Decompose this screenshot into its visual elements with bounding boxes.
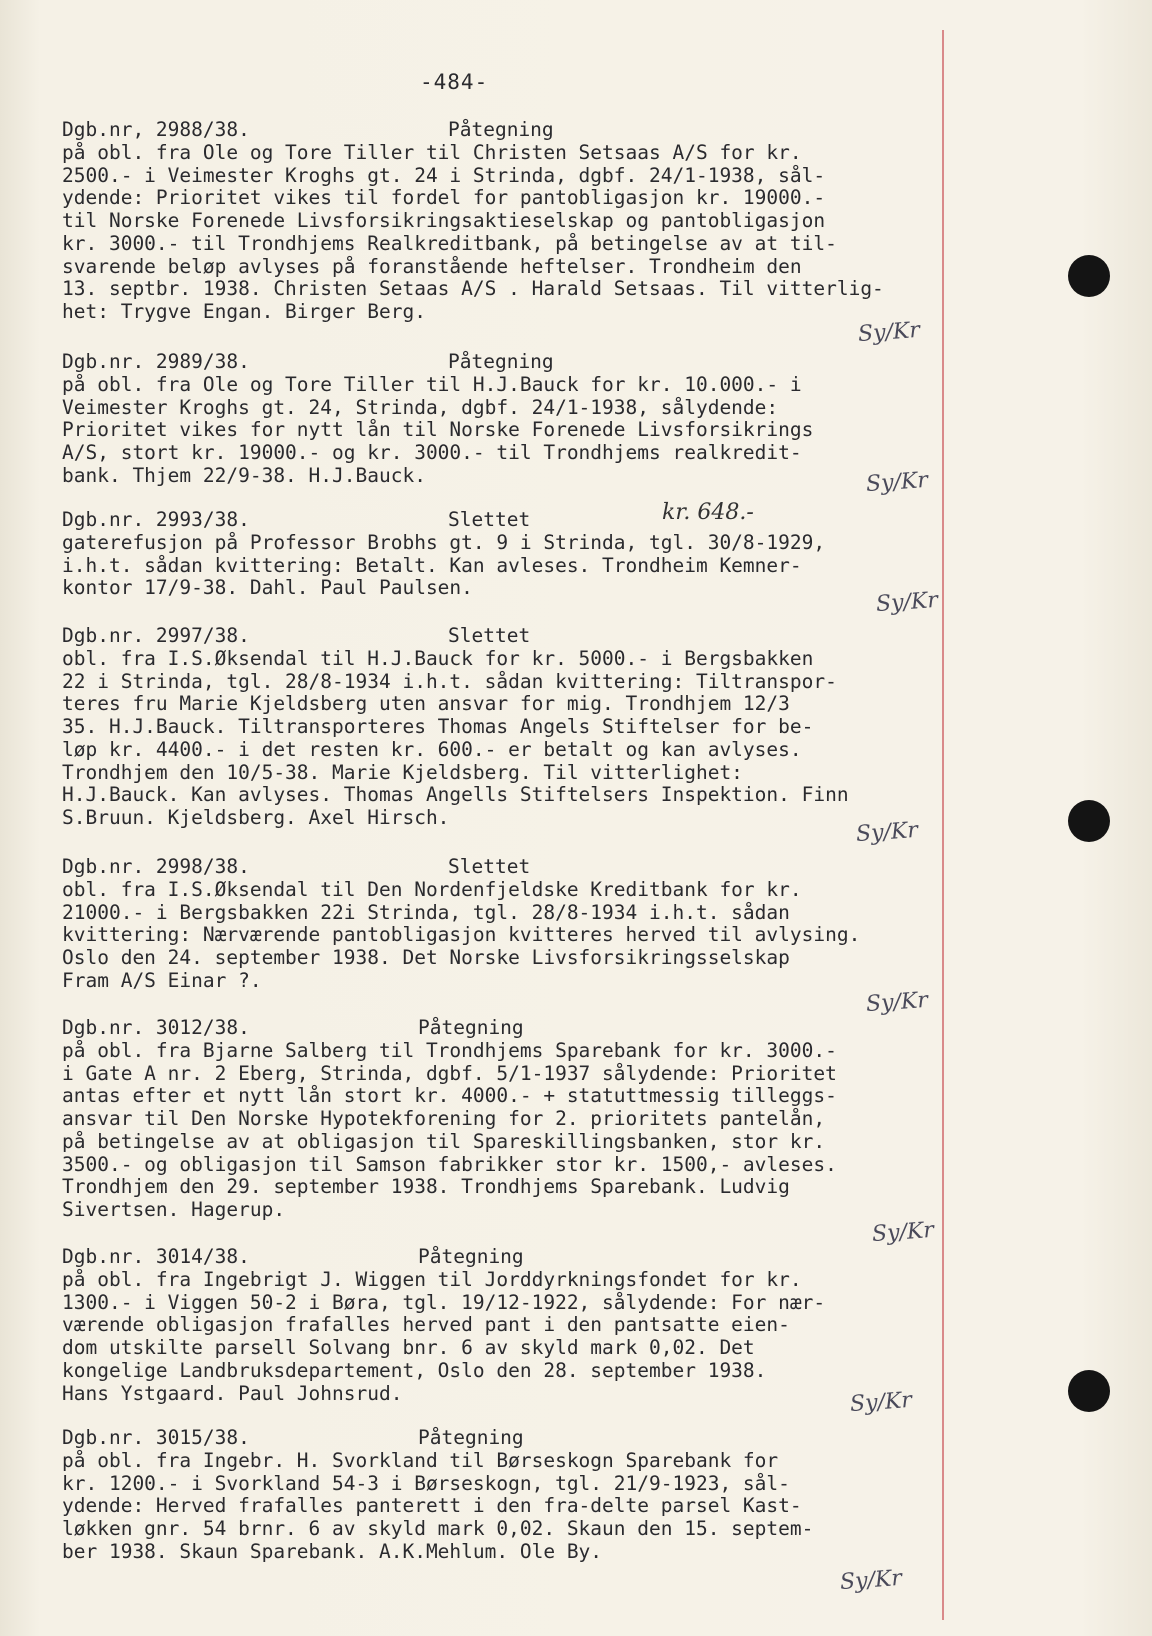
- entry-line: H.J.Bauck. Kan avlyses. Thomas Angells Stiftelsers Inspektion. Finn: [62, 783, 849, 807]
- entry-line: 13. septbr. 1938. Christen Setaas A/S . Harald Setsaas. Til vitterlig-: [62, 277, 884, 301]
- ledger-entry: [62, 508, 1012, 600]
- entry-line: ydende: Prioritet vikes til fordel for pantobligasjon kr. 19000.-: [62, 186, 826, 210]
- entry-type: Påtegning: [418, 1245, 524, 1268]
- entry-line: 22 i Strinda, tgl. 28/8-1934 i.h.t. sådan kvittering: Tiltranspor-: [62, 669, 837, 693]
- entry-line: i.h.t. sådan kvittering: Betalt. Kan avleses. Trondheim Kemner-: [62, 553, 802, 577]
- entry-line: obl. fra I.S.Øksendal til Den Nordenfjeldske Kreditbank for kr.: [62, 878, 802, 901]
- entry-number: Dgb.nr. 2998/38.: [62, 855, 250, 878]
- punch-hole-icon: [1068, 1370, 1110, 1412]
- entry-number: Dgb.nr. 3014/38.: [62, 1245, 250, 1268]
- handwritten-initials: Sy/Kr: [839, 1565, 903, 1596]
- handwritten-initials: Sy/Kr: [857, 317, 921, 348]
- entry-type: Påtegning: [418, 1426, 524, 1449]
- entry-type: Slettet: [448, 855, 531, 878]
- ledger-entry: [62, 118, 1012, 324]
- handwritten-initials: Sy/Kr: [855, 817, 919, 848]
- entry-body: [62, 879, 1012, 993]
- handwritten-initials: Sy/Kr: [865, 987, 929, 1018]
- punch-hole-icon: [1068, 800, 1110, 842]
- handwritten-initials: Sy/Kr: [865, 467, 929, 498]
- entry-line: på obl. fra Bjarne Salberg til Trondhjems Sparebank for kr. 3000.-: [62, 1039, 837, 1062]
- entry-line: Sivertsen. Hagerup.: [62, 1197, 286, 1221]
- entry-line: 3500.- og obligasjon til Samson fabrikker stor kr. 1500,- avleses.: [62, 1152, 837, 1176]
- entry-line: teres fru Marie Kjeldsberg uten ansvar for mig. Trondhjem 12/3: [62, 692, 790, 716]
- entry-line: Trondhjem den 29. september 1938. Trondhjems Sparebank. Ludvig: [62, 1175, 790, 1199]
- entry-line: på obl. fra Ingebrigt J. Wiggen til Jorddyrkningsfondet for kr.: [62, 1268, 802, 1291]
- ledger-entry: [62, 1426, 1012, 1564]
- entry-type: Påtegning: [448, 118, 554, 141]
- entry-body: [62, 142, 1012, 324]
- entry-body: [62, 1269, 1012, 1405]
- entry-line: ber 1938. Skaun Sparebank. A.K.Mehlum. Ole By.: [62, 1539, 603, 1563]
- entry-header: [62, 508, 1012, 532]
- entry-line: på betingelse av at obligasjon til Spareskillingsbanken, stor kr.: [62, 1129, 826, 1153]
- entry-line: S.Bruun. Kjeldsberg. Axel Hirsch.: [62, 805, 450, 829]
- entry-line: kongelige Landbruksdepartement, Oslo den 28. september 1938.: [62, 1358, 767, 1382]
- entry-line: Oslo den 24. september 1938. Det Norske Livsforsikringsselskap: [62, 946, 790, 970]
- entry-line: 2500.- i Veimester Kroghs gt. 24 i Strinda, dgbf. 24/1-1938, sål-: [62, 163, 826, 187]
- entry-body: [62, 1040, 1012, 1222]
- entry-header: [62, 1426, 1012, 1450]
- entry-type: Påtegning: [418, 1016, 524, 1039]
- entry-type: Påtegning: [448, 350, 554, 373]
- page-number: -484-: [420, 70, 489, 94]
- entry-number: Dgb.nr. 2997/38.: [62, 624, 250, 647]
- entry-line: på obl. fra Ole og Tore Tiller til Christen Setsaas A/S for kr.: [62, 141, 802, 164]
- entry-line: Hans Ystgaard. Paul Johnsrud.: [62, 1381, 403, 1405]
- ledger-entry: [62, 350, 1012, 488]
- entry-type: Slettet: [448, 508, 531, 531]
- entry-header: [62, 118, 1012, 142]
- entry-header: [62, 855, 1012, 879]
- entry-line: bank. Thjem 22/9-38. H.J.Bauck.: [62, 463, 426, 487]
- entry-body: [62, 1450, 1012, 1564]
- entry-header: [62, 624, 1012, 648]
- entry-header: [62, 350, 1012, 374]
- ledger-entry: [62, 855, 1012, 993]
- entry-number: Dgb.nr, 2988/38.: [62, 118, 250, 141]
- entry-number: Dgb.nr. 3015/38.: [62, 1426, 250, 1449]
- entry-line: svarende beløp avlyses på foranstående heftelser. Trondheim den: [62, 254, 802, 278]
- entry-line: dom utskilte parsell Solvang bnr. 6 av skyld mark 0,02. Det: [62, 1336, 755, 1360]
- punch-hole-icon: [1068, 255, 1110, 297]
- entry-body: [62, 374, 1012, 488]
- entry-line: kvittering: Nærværende pantobligasjon kvitteres herved til avlysing.: [62, 923, 861, 947]
- entry-line: Trondhjem den 10/5-38. Marie Kjeldsberg. Til vitterlighet:: [62, 760, 743, 784]
- entry-line: løp kr. 4400.- i det resten kr. 600.- er betalt og kan avlyses.: [62, 737, 802, 761]
- entry-line: Fram A/S Einar ?.: [62, 968, 262, 992]
- entry-body: [62, 532, 1012, 600]
- entry-line: Veimester Kroghs gt. 24, Strinda, dgbf. 24/1-1938, sålydende:: [62, 395, 779, 419]
- entry-line: A/S, stort kr. 19000.- og kr. 3000.- til Trondhjems realkredit-: [62, 441, 802, 465]
- ledger-entry: [62, 624, 1012, 830]
- entry-line: på obl. fra Ingebr. H. Svorkland til Børseskogn Sparebank for: [62, 1449, 779, 1472]
- entry-header: [62, 1016, 1012, 1040]
- entry-line: løkken gnr. 54 brnr. 6 av skyld mark 0,02. Skaun den 15. septem-: [62, 1517, 814, 1541]
- entry-number: Dgb.nr. 3012/38.: [62, 1016, 250, 1039]
- entry-line: antas efter et nytt lån stort kr. 4000.- + statuttmessig tilleggs-: [62, 1084, 837, 1108]
- entry-line: kr. 1200.- i Svorkland 54-3 i Børseskogn, tgl. 21/9-1923, sål-: [62, 1471, 790, 1495]
- entry-line: værende obligasjon frafalles herved pant i den pantsatte eien-: [62, 1313, 790, 1337]
- entry-number: Dgb.nr. 2993/38.: [62, 508, 250, 531]
- entry-line: gaterefusjon på Professor Brobhs gt. 9 i Strinda, tgl. 30/8-1929,: [62, 531, 826, 554]
- entry-line: Prioritet vikes for nytt lån til Norske Forenede Livsforsikrings: [62, 418, 814, 442]
- entry-number: Dgb.nr. 2989/38.: [62, 350, 250, 373]
- handwritten-initials: Sy/Kr: [849, 1387, 913, 1418]
- entry-line: obl. fra I.S.Øksendal til H.J.Bauck for kr. 5000.- i Bergsbakken: [62, 647, 814, 670]
- entry-type: Slettet: [448, 624, 531, 647]
- handwritten-initials: Sy/Kr: [871, 1217, 935, 1248]
- entry-body: [62, 648, 1012, 830]
- entry-line: på obl. fra Ole og Tore Tiller til H.J.Bauck for kr. 10.000.- i: [62, 373, 802, 396]
- entry-line: 1300.- i Viggen 50-2 i Børa, tgl. 19/12-1922, sålydende: For nær-: [62, 1290, 826, 1314]
- entry-header: [62, 1245, 1012, 1269]
- handwritten-initials: Sy/Kr: [875, 587, 939, 618]
- ledger-entry: [62, 1016, 1012, 1222]
- ledger-entry: [62, 1245, 1012, 1405]
- handwritten-amount-note: kr. 648.-: [662, 500, 754, 525]
- entry-line: til Norske Forenede Livsforsikringsaktieselskap og pantobligasjon: [62, 209, 826, 233]
- entry-line: 21000.- i Bergsbakken 22i Strinda, tgl. 28/8-1934 i.h.t. sådan: [62, 900, 790, 924]
- entry-line: 35. H.J.Bauck. Tiltransporteres Thomas Angels Stiftelser for be-: [62, 715, 814, 739]
- entry-line: i Gate A nr. 2 Eberg, Strinda, dgbf. 5/1-1937 sålydende: Prioritet: [62, 1061, 837, 1085]
- entry-line: kontor 17/9-38. Dahl. Paul Paulsen.: [62, 576, 473, 600]
- entry-line: kr. 3000.- til Trondhjems Realkreditbank, på betingelse av at til-: [62, 231, 837, 255]
- entry-line: ydende: Herved frafalles panterett i den fra-delte parsel Kast-: [62, 1494, 802, 1518]
- entry-line: ansvar til Den Norske Hypotekforening for 2. prioritets pantelån,: [62, 1107, 826, 1131]
- entry-line: het: Trygve Engan. Birger Berg.: [62, 299, 426, 323]
